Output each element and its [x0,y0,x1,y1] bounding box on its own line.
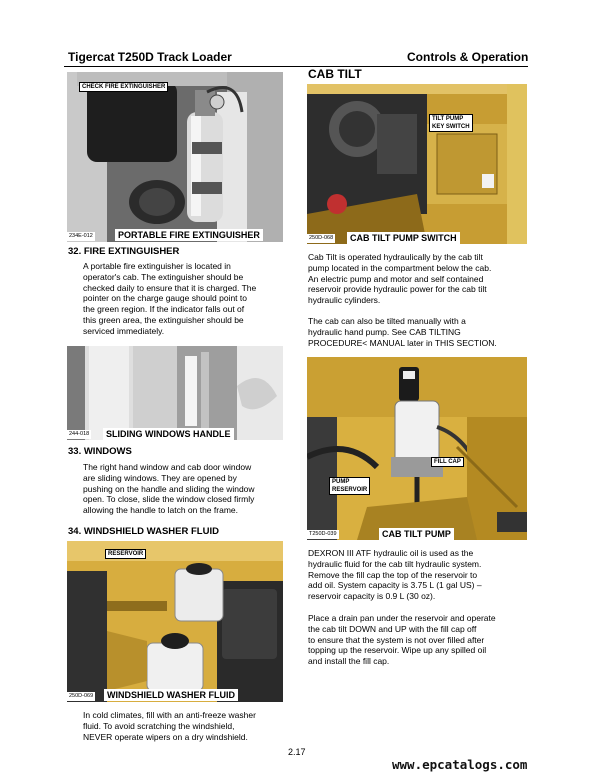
cab-tilt-pump-photo [307,357,527,540]
text-line: and install the fill cap. [308,656,390,667]
text-line: open. To close, slide the window closed firmly [83,494,255,505]
section-heading-fire-extinguisher: 32. FIRE EXTINGUISHER [68,246,180,257]
washer-fluid-text [83,710,293,742]
section-heading-windows: 33. WINDOWS [68,446,132,457]
label-line: RESERVOIR [332,487,368,493]
text-line: Remove the fill cap the top of the reservoir to [308,569,478,580]
tilt-pump-key-switch-label [429,114,473,132]
text-line: pushing on the handle and sliding the window [83,483,255,494]
reservoir-label: RESERVOIR [105,549,146,559]
figure-caption: PORTABLE FIRE EXTINGUISHER [115,229,263,241]
cab-tilt-text-2 [308,316,530,348]
fill-cap-label: FILL CAP [431,457,464,467]
cab-tilt-pump-text-2 [308,613,530,667]
text-line: operator's cab. The extinguisher should be [83,271,244,282]
figure-caption: WINDSHIELD WASHER FLUID [104,689,238,701]
figure-id: 244-018 [69,431,90,437]
label-line: KEY SWITCH [432,124,470,130]
fire-extinguisher-text [83,261,283,337]
section-heading-washer-fluid: 34. WINDSHIELD WASHER FLUID [68,526,219,537]
figure-id: 250D-069 [69,693,94,699]
text-line: checked daily to ensure that it is charged. The [83,282,257,293]
text-line: hydraulic cylinders. [308,295,381,306]
windows-text [83,462,283,516]
cab-tilt-heading: CAB TILT [308,67,362,81]
text-line: fluid. To avoid scratching the windshield, [83,720,235,731]
label-line: PUMP [332,479,350,485]
figure-id: 234E-012 [69,233,93,239]
text-line: reservoir provide hydraulic power for the cab tilt [308,284,487,295]
text-line: reservoir capacity is 0.9 L (30 oz). [308,591,436,602]
figure-caption: CAB TILT PUMP [379,528,454,540]
website-watermark: www.epcatalogs.com [392,757,528,772]
cab-tilt-pump-text-1 [308,548,530,602]
text-line: NEVER operate wipers on a dry windshield. [83,731,248,742]
sliding-windows-handle-photo [67,346,283,440]
text-line: serviced immediately. [83,325,165,336]
text-line: pump located in the compartment below the cab. [308,262,492,273]
text-line: An electric pump and motor and self contained [308,273,484,284]
text-line: The cab can also be tilted manually with a [308,316,466,326]
text-line: In cold climates, fill with an anti-freeze washer [83,710,256,720]
text-line: this green area, the extinguisher should be [83,314,244,325]
text-line: to ensure that the system is not over filled after [308,634,485,645]
text-line: topping up the reservoir. Wipe up any spilled oil [308,645,487,656]
pump-reservoir-label [329,477,370,495]
page-number: 2.17 [288,747,306,757]
label-line: TILT PUMP [432,116,464,122]
figure-caption: SLIDING WINDOWS HANDLE [103,428,234,440]
header-divider [64,66,528,67]
text-line: A portable fire extinguisher is located in [83,261,231,271]
document-title: Tigercat T250D Track Loader [68,50,232,64]
fire-extinguisher-photo [67,72,283,242]
cab-tilt-pump-switch-photo [307,84,527,244]
text-line: Place a drain pan under the reservoir and operate [308,613,496,623]
text-line: The right hand window and cab door window [83,462,252,472]
text-line: PROCEDURE< MANUAL later in THIS SECTION. [308,337,497,348]
windshield-washer-fluid-photo [67,541,283,702]
section-title: Controls & Operation [407,50,529,64]
text-line: the green region. If the indicator falls out of [83,304,245,315]
text-line: add oil. System capacity is 3.75 L (1 gal US) – [308,580,482,591]
cab-tilt-text-1 [308,252,530,306]
check-fire-extinguisher-label: CHECK FIRE EXTINGUISHER [79,82,168,92]
text-line: DEXRON III ATF hydraulic oil is used as the [308,548,474,558]
text-line: the cab tilt DOWN and UP with the fill cap off [308,623,477,634]
text-line: pointer on the charge gauge should point to [83,293,247,304]
figure-id: 250D-068 [309,235,334,241]
text-line: hydraulic fluid for the cab tilt hydraulic system. [308,558,482,569]
text-line: Cab Tilt is operated hydraulically by the cab tilt [308,252,483,262]
figure-caption: CAB TILT PUMP SWITCH [347,232,460,244]
figure-id: T250D-039 [309,531,337,537]
text-line: are sliding windows. They are opened by [83,472,237,483]
text-line: hydraulic hand pump. See CAB TILTING [308,326,461,337]
text-line: allowing the handle to latch on the frame. [83,505,238,516]
